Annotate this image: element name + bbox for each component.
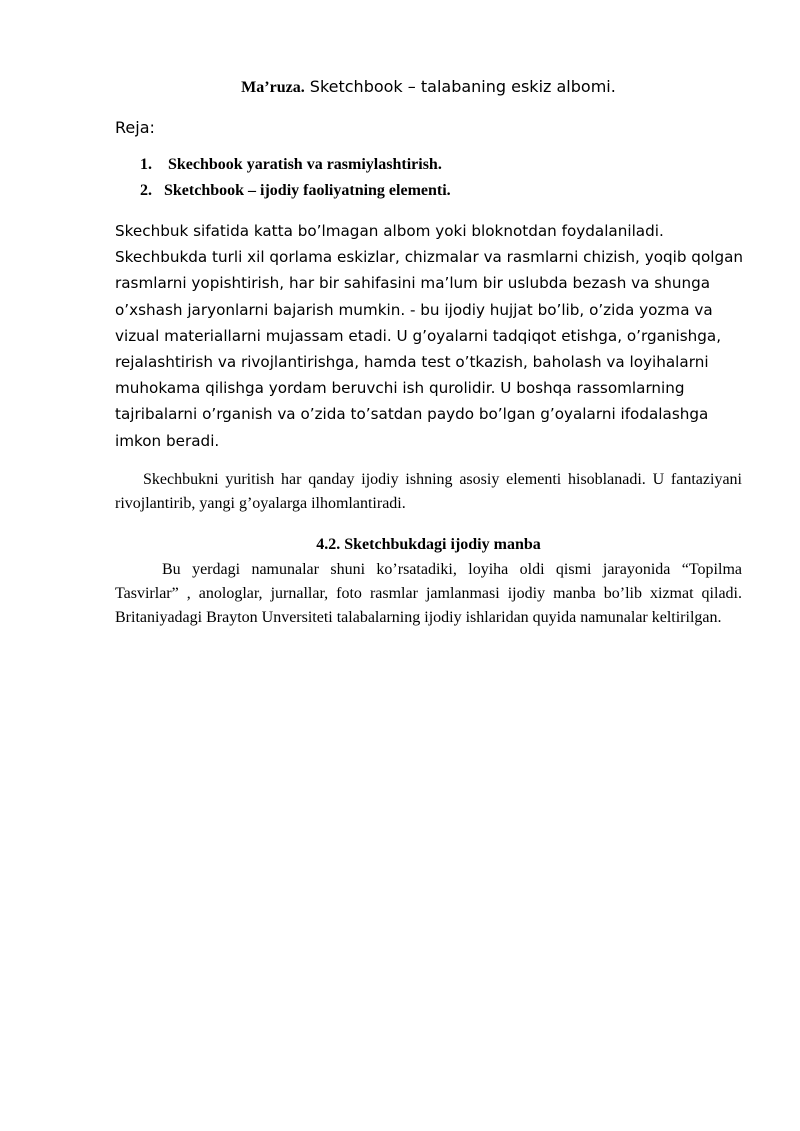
paragraph-creative-source: Bu yerdagi namunalar shuni ko’rsatadiki, loyiha oldi qismi jarayonida “Topilma Tasvirlar” , anologlar, jurnallar, foto rasmlar jamlanmasi ijodiy manba bo’lib xizmat qiladi. Britaniyadagi Brayton Unversiteti talabalarning ijodiy ishlaridan quyida namunalar keltirilgan.	[115, 561, 742, 626]
paragraph-sketchbook-role: Skechbukni yuritish har qanday ijodiy ishning asosiy elementi hisoblanadi. U fantaziyani rivojlantirib, yangi g’oyalarga ilhomlantiradi.	[115, 471, 742, 512]
section-heading: 4.2. Sketchbukdagi ijodiy manba	[316, 536, 541, 553]
paragraph-line: rejalashtirish va rivojlantirishga, hamda test o’tkazish, baholash va loyihalarni	[115, 353, 709, 372]
paragraph-line: muhokama qilishga yordam beruvchi ish qurolidir. U boshqa rassomlarning	[115, 379, 685, 398]
paragraph-intro	[115, 218, 745, 454]
title-label: Ma’ruza.	[241, 79, 305, 96]
plan-item-text: Sketchbook – ijodiy faoliyatning elementi.	[164, 182, 451, 199]
paragraph-line: Skechbuk sifatida katta bo’lmagan albom yoki bloknotdan foydalaniladi.	[115, 222, 664, 240]
paragraph-line: tajribalarni o’rganish va o’zida to’satdan paydo bo’lgan g’oyalarni ifodalashga	[115, 405, 709, 424]
paragraph-line: Skechbukda turli xil qorlama eskizlar, chizmalar va rasmlarni chizish, yoqib qolgan	[115, 248, 744, 267]
paragraph-line: imkon beradi.	[115, 431, 220, 450]
plan-item-text: Skechbook yaratish va rasmiylashtirish.	[168, 156, 442, 173]
plan-item-number: 1.	[140, 156, 152, 173]
page-title	[115, 76, 742, 99]
plan-label: Reja:	[115, 118, 155, 137]
plan-item-number: 2.	[140, 182, 152, 199]
plan-item	[140, 154, 442, 176]
paragraph-line: vizual materiallarni mujassam etadi. U g’oyalarni tadqiqot etishga, o’rganishga,	[115, 326, 722, 345]
plan-item	[140, 180, 451, 202]
title-text: Sketchbook – talabaning eskiz albomi.	[304, 77, 616, 96]
paragraph-line: o’xshash jaryonlarni bajarish mumkin. - bu ijodiy hujjat bo’lib, o’zida yozma va	[115, 300, 713, 319]
paragraph-line: rasmlarni yopishtirish, har bir sahifasini ma’lum bir uslubda bezash va shunga	[115, 274, 711, 293]
